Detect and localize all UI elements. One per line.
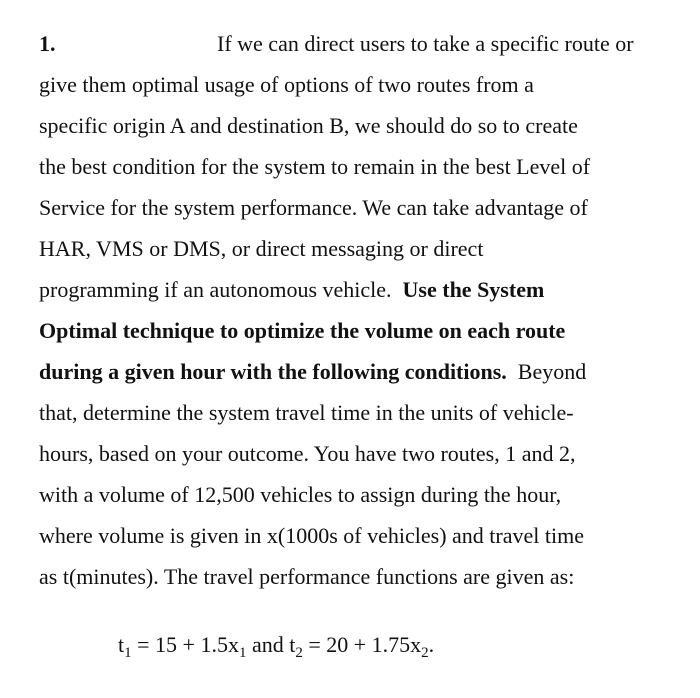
travel-time-formula bbox=[118, 632, 434, 661]
paragraph-line-10 bbox=[39, 400, 574, 426]
line-text: hours, based on your outcome. You have two routes, 1 and 2, bbox=[39, 441, 576, 466]
line-text: If we can direct users to take a specific route or bbox=[217, 31, 634, 56]
line-text: as t(minutes). The travel performance functions are given as: bbox=[39, 564, 575, 589]
formula-t1-rhs: = 15 + 1.5x bbox=[131, 632, 239, 657]
paragraph-line-2 bbox=[39, 72, 534, 98]
formula-end: . bbox=[428, 632, 435, 657]
formula-x2-sub: 2 bbox=[421, 645, 429, 661]
paragraph-line-4 bbox=[39, 154, 590, 180]
line-text: that, determine the system travel time in the units of vehicle- bbox=[39, 400, 574, 425]
paragraph-line-5 bbox=[39, 195, 588, 221]
paragraph-line-14 bbox=[39, 564, 574, 590]
formula-t1-var: t bbox=[118, 632, 125, 657]
formula-conj: and bbox=[246, 632, 290, 657]
line-text-plain: Beyond bbox=[506, 359, 587, 384]
line-text: where volume is given in x(1000s of vehicles) and travel time bbox=[39, 523, 584, 548]
paragraph-line-9 bbox=[39, 359, 586, 385]
line-text-bold: Optimal technique to optimize the volume on each route bbox=[39, 318, 566, 343]
paragraph-line-13 bbox=[39, 523, 584, 549]
paragraph-line-12 bbox=[39, 482, 561, 508]
paragraph-line-1 bbox=[39, 31, 634, 57]
line-text: Service for the system performance. We can take advantage of bbox=[39, 195, 588, 220]
paragraph-line-7 bbox=[39, 277, 544, 303]
line-text-bold: during a given hour with the following conditions. bbox=[39, 359, 507, 384]
line-text: give them optimal usage of options of two routes from a bbox=[39, 72, 534, 97]
paragraph-line-6 bbox=[39, 236, 483, 262]
line-text-bold: Use the System bbox=[402, 277, 545, 302]
line-text-plain: programming if an autonomous vehicle. bbox=[39, 277, 403, 302]
formula-t1-sub: 1 bbox=[124, 645, 132, 661]
formula-t2-var: t bbox=[289, 632, 296, 657]
paragraph-line-8 bbox=[39, 318, 565, 344]
formula-t2-sub: 2 bbox=[295, 645, 303, 661]
formula-t2-rhs: = 20 + 1.75x bbox=[302, 632, 422, 657]
problem-number: 1. bbox=[39, 31, 56, 56]
formula-x1-sub: 1 bbox=[238, 645, 247, 661]
line-text: with a volume of 12,500 vehicles to assign during the hour, bbox=[39, 482, 562, 507]
line-text: specific origin A and destination B, we should do so to create bbox=[39, 113, 578, 138]
paragraph-line-11 bbox=[39, 441, 576, 467]
paragraph-line-3 bbox=[39, 113, 578, 139]
line-text: the best condition for the system to remain in the best Level of bbox=[39, 154, 591, 179]
line-text: HAR, VMS or DMS, or direct messaging or direct bbox=[39, 236, 484, 261]
